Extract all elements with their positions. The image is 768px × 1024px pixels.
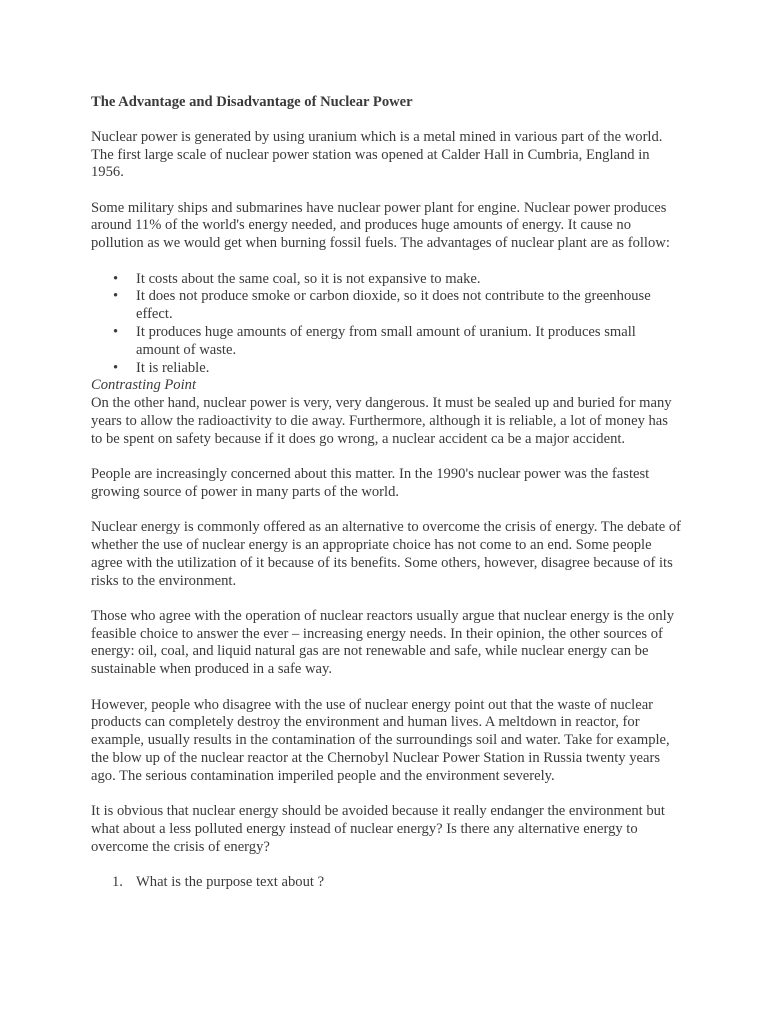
body-paragraph: Those who agree with the operation of nuclear reactors usually argue that nuclear energy is the only feasible choice to answer the ever – increasing energy needs. In their opinion, the other sources of energy: oil, coal, and liquid natural gas are not renewable and safe, while nuclear energy can be sustainable when produced in a safe way. [91, 607, 675, 678]
question-text: What is the purpose text about ? [136, 873, 325, 890]
advantages-list [91, 271, 681, 378]
body-paragraph: On the other hand, nuclear power is very, very dangerous. It must be sealed up and buried for many years to allow the radioactivity to die away. Furthermore, although it is reliable, a lot of money has to be spent on safety because if it does go wrong, a nuclear accident ca be a major accident. [91, 395, 672, 447]
body-paragraph: Nuclear energy is commonly offered as an alternative to overcome the crisis of energy. The debate of whether the use of nuclear energy is an appropriate choice has not come to an end. Some people agree with the utilization of it because of its benefits. Some others, however, disagree because of its risks to the environment. [91, 519, 682, 589]
document-page [91, 94, 681, 892]
intro-paragraph: Nuclear power is generated by using uranium which is a metal mined in various part of the world. The first large scale of nuclear power station was opened at Calder Hall in Cumbria, England in 1956. [91, 128, 663, 181]
body-paragraph: However, people who disagree with the use of nuclear energy point out that the waste of nuclear products can completely destroy the environment and human lives. A meltdown in reactor, for example, usually results in the contamination of the surroundings soil and water. Take for example, the blow up of the nuclear reactor at the Chernobyl Nuclear Power Station in Russia twenty years ago. The serious contamination imperiled people and the environment severely. [91, 696, 670, 784]
list-item: • It costs about the same coal, so it is not expansive to make. [136, 271, 681, 289]
questions-list [91, 874, 681, 892]
document-title: The Advantage and Disadvantage of Nuclear Power [91, 94, 413, 110]
contrasting-point-heading: Contrasting Point [91, 377, 197, 394]
question-item [112, 873, 681, 892]
question-number: 1. [112, 873, 123, 890]
body-paragraph: It is obvious that nuclear energy should be avoided because it really endanger the environment but what about a less polluted energy instead of nuclear energy? Is there any alternative energy to overcome the crisis of energy? [91, 803, 665, 855]
list-item: • It is reliable. [136, 360, 681, 378]
list-item: • It produces huge amounts of energy from small amount of uranium. It produces small amount of waste. [136, 324, 681, 360]
list-item: • It does not produce smoke or carbon dioxide, so it does not contribute to the greenhouse effect. [136, 288, 681, 324]
intro-paragraph: Some military ships and submarines have nuclear power plant for engine. Nuclear power produces around 11% of the world's energy needed, and produces huge amounts of energy. It cause no pollution as we would get when burning fossil fuels. The advantages of nuclear plant are as follow: [91, 199, 670, 252]
body-paragraph: People are increasingly concerned about this matter. In the 1990's nuclear power was the fastest growing source of power in many parts of the world. [91, 466, 650, 500]
